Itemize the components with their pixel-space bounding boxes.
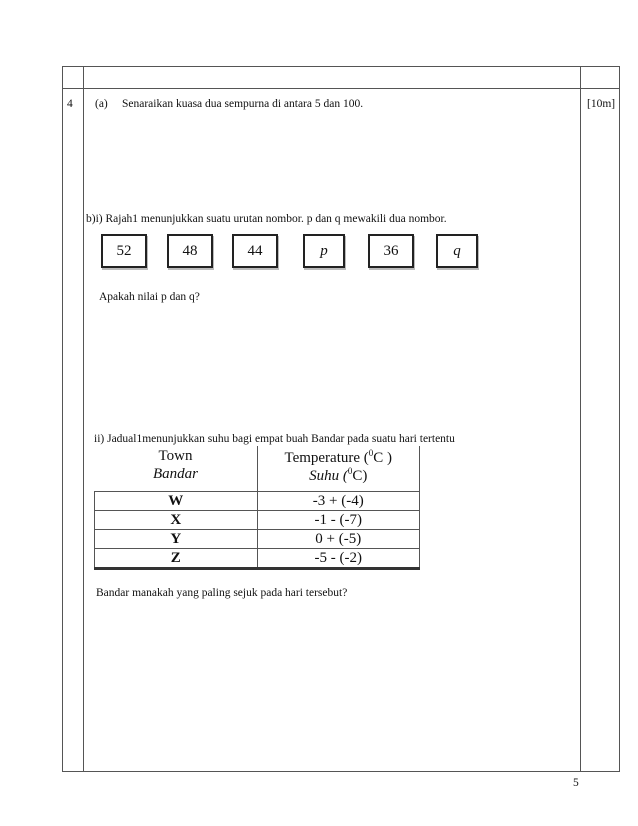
table-row xyxy=(95,511,420,530)
temperature-table-header xyxy=(95,446,420,492)
temp-cell: 0 + (-5) xyxy=(257,530,420,549)
temperature-table xyxy=(94,446,420,570)
part-bi-text: b)i) Rajah1 menunjukkan suatu urutan nombor. p dan q mewakili dua nombor. xyxy=(86,213,447,225)
header-temp-ms: Suhu ( xyxy=(309,468,348,484)
part-bi-question: Apakah nilai p dan q? xyxy=(99,291,200,303)
temp-cell: -3 + (-4) xyxy=(257,492,420,511)
sequence-box-p: p xyxy=(303,234,345,268)
marks-label: [10m] xyxy=(587,98,616,110)
sequence-box-1: 52 xyxy=(101,234,147,268)
part-a-label: (a) xyxy=(95,98,108,110)
temp-cell: -1 - (-7) xyxy=(257,511,420,530)
sequence-box-5: 36 xyxy=(368,234,414,268)
header-town-ms: Bandar xyxy=(153,466,198,482)
table-row xyxy=(95,492,420,511)
header-town-cell xyxy=(95,446,258,492)
sequence-box-q: q xyxy=(436,234,478,268)
temp-cell: -5 - (-2) xyxy=(257,549,420,569)
column-divider-number xyxy=(83,66,84,772)
sequence-box-2: 48 xyxy=(167,234,213,268)
part-bii-text: ii) Jadual1menunjukkan suhu bagi empat buah Bandar pada suatu hari tertentu xyxy=(94,433,455,445)
table-row xyxy=(95,549,420,569)
town-cell: X xyxy=(95,511,258,530)
town-cell: Y xyxy=(95,530,258,549)
table-row xyxy=(95,530,420,549)
header-temp-unit: C ) xyxy=(373,450,393,466)
header-temp-en-line xyxy=(258,449,420,467)
header-temp-cell xyxy=(257,446,420,492)
header-temp-unit-ms: C) xyxy=(352,468,368,484)
header-town-en: Town xyxy=(158,448,193,464)
sequence-box-3: 44 xyxy=(232,234,278,268)
part-bii-question: Bandar manakah yang paling sejuk pada hari tersebut? xyxy=(96,587,348,599)
header-temp-ms-line xyxy=(258,467,420,485)
question-number: 4 xyxy=(67,98,73,110)
part-a-text: Senaraikan kuasa dua sempurna di antara 5 dan 100. xyxy=(122,98,364,110)
column-divider-marks xyxy=(580,66,581,772)
header-row-divider xyxy=(62,88,620,89)
town-cell: W xyxy=(95,492,258,511)
question-table-frame xyxy=(62,66,620,772)
page-number: 5 xyxy=(573,777,579,789)
header-temp-en: Temperature ( xyxy=(284,450,369,466)
town-cell: Z xyxy=(95,549,258,569)
degree-symbol-ms: 0 xyxy=(347,466,353,476)
degree-symbol: 0 xyxy=(368,448,374,458)
